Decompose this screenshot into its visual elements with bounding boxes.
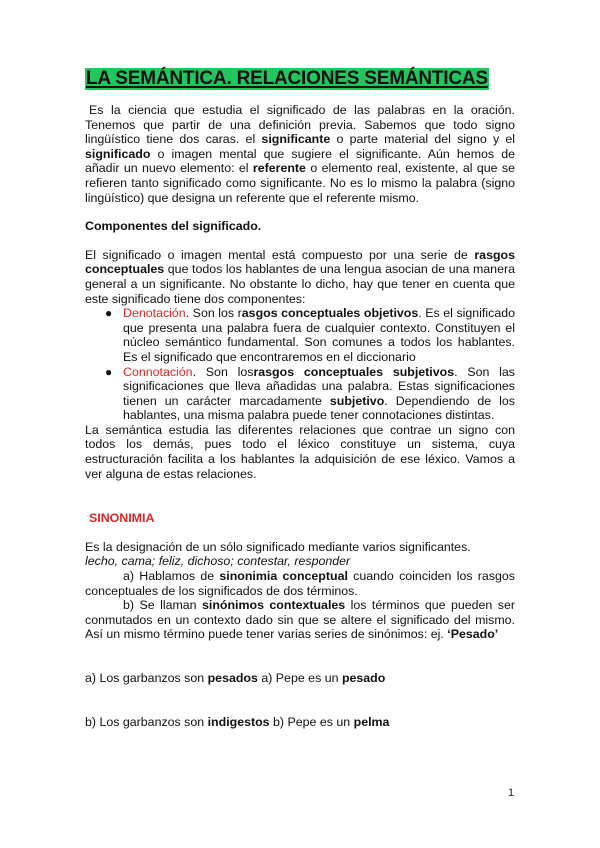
intro-text-2: o parte material del signo y el [330, 132, 515, 147]
page-title: LA SEMÁNTICA. RELACIONES SEMÁNTICAS [86, 68, 488, 89]
point-b-text-2: los términos que pueden ser conmutados en un contexto dado sin que se altere el significado del mismo. Así un mismo término puede tener varias series de sinónimos: ej. [85, 598, 515, 642]
synonymy-point-a [85, 569, 515, 598]
synonymy-definition: Es la designación de un sólo significado mediante varios significantes. [85, 539, 471, 554]
term-sinonimos-contextuales: sinónimos contextuales [202, 598, 346, 613]
ex1-bold-1: pesados [207, 671, 258, 686]
term-subjetivo: subjetivo [329, 393, 385, 408]
intro-text-3: o imagen mental que sugiere el significante. Aún hemos de añadir un nuevo elemento: el [85, 146, 515, 176]
components-heading: Componentes del significado. [85, 219, 262, 234]
intro-text-4: o elemento real, existente, al que se refieren tanto significado como significante. No es lo mismo la palabra (signo lingüístico) que designa un referente que el referente mismo. [85, 161, 515, 205]
document-page [85, 68, 515, 759]
list-item-denotacion [105, 306, 515, 364]
bullet-icon: ● [105, 306, 113, 321]
relations-paragraph: La semántica estudia las diferentes relaciones que contrae un signo con todos los demás, pues todo el léxico constituye un sistema, cuya estructuración facilita a los hablantes la adquisición de ese léxico. Vamos a ver alguna de estas relaciones. [85, 422, 515, 481]
ex2-bold-1: indigestos [207, 714, 270, 729]
term-rasgos-subjetivos: rasgos conceptuales subjetivos [253, 364, 455, 379]
term-sinonimia-conceptual: sinonimia conceptual [219, 569, 348, 584]
bullet-icon: ● [105, 364, 113, 379]
intro-text-1: Es la ciencia que estudia el significado de las palabras en la oración. Tenemos que partir de una definición previa. Sabemos que todo signo lingüístico tiene dos caras. el [85, 103, 515, 147]
denotacion-text-2: . Es el significado que presenta una palabra fuera de cualquier contexto. Constituyen el núcleo semántico fundamental. Son comunes a todos los hablantes. Es el significado que encontraremos en el diccionario [123, 306, 515, 364]
connotacion-text-1: . Son los [192, 364, 254, 379]
ex1-text-1: a) Los garbanzos son [85, 671, 208, 686]
term-rasgos-objetivos: asgos conceptuales objetivos [241, 306, 419, 321]
synonymy-heading: SINONIMIA [89, 511, 155, 526]
denotacion-text-1: . Son los r [185, 306, 242, 321]
intro-paragraph [85, 103, 515, 205]
term-pesado: ‘Pesado’ [447, 627, 499, 642]
term-denotacion: Denotación [123, 306, 186, 321]
term-referente: referente [252, 161, 306, 176]
ex2-text-1: b) Los garbanzos son [85, 714, 208, 729]
ex2-text-2: b) Pepe es un [269, 714, 354, 729]
ex1-text-2: a) Pepe es un [257, 671, 342, 686]
list-item-connotacion [105, 364, 515, 423]
example-line-1 [85, 671, 515, 686]
components-list [85, 306, 515, 423]
connotacion-text-2: . Son las significaciones que lleva añadidas una palabra. Estas significaciones tienen un carácter marcadamente [123, 364, 515, 408]
term-connotacion: Connotación [123, 364, 193, 379]
term-significado: significado [85, 146, 151, 161]
components-intro [85, 248, 515, 306]
term-significante: significante [261, 132, 331, 147]
components-text-1: El significado o imagen mental está compuesto por una serie de [85, 247, 475, 262]
page-number: 1 [508, 787, 515, 799]
synonymy-point-b [85, 598, 515, 642]
components-text-2: que todos los hablantes de una lengua asocian de una manera general a un significante. No obstante lo dicho, hay que tener en cuenta que este significado tiene dos componentes: [85, 262, 515, 306]
point-b-text-1: b) Se llaman [123, 598, 203, 613]
example-sentences [85, 642, 515, 759]
connotacion-text-3: . Dependiendo de los hablantes, una misma palabra puede tener connotaciones distintas. [123, 393, 515, 423]
term-rasgos-conceptuales: rasgos conceptuales [85, 247, 515, 277]
example-line-2 [85, 715, 515, 730]
point-a-text-2: cuando coinciden los rasgos conceptuales de los significados de dos términos. [85, 569, 515, 598]
synonymy-examples: lecho, cama; feliz, dichoso; contestar, responder [85, 554, 351, 569]
ex2-bold-2: pelma [353, 714, 390, 729]
point-a-text-1: a) Hablamos de [123, 569, 220, 584]
ex1-bold-2: pesado [341, 671, 386, 686]
